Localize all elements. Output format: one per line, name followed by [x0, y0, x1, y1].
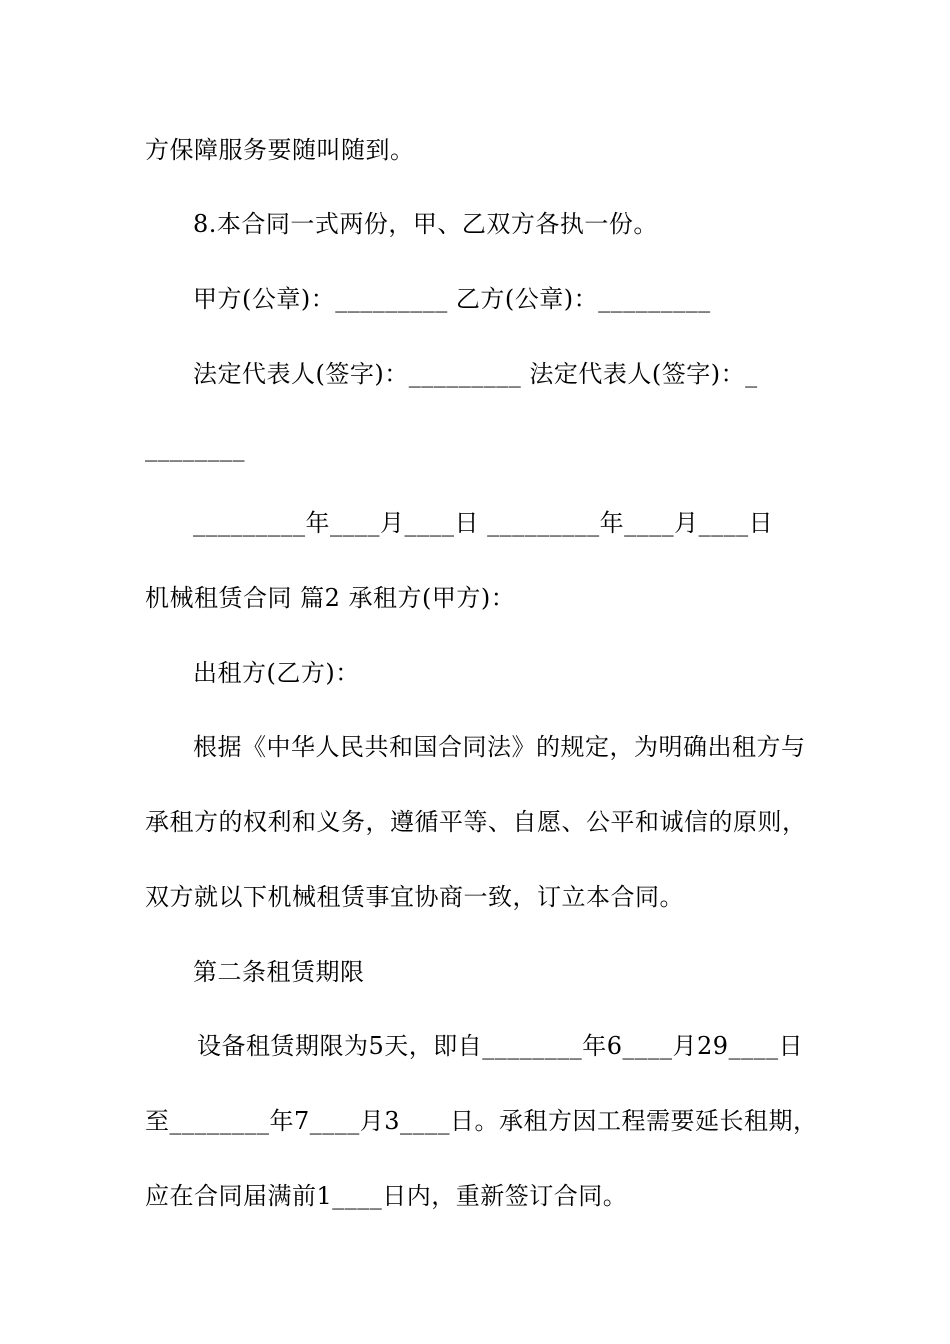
signature-line-representative: 法定代表人(签字)：_________ 法定代表人(签字)：_ [193, 360, 758, 388]
section-heading: 机械租赁合同 篇2 承租方(甲方)： [145, 584, 516, 612]
paragraph-line: 8.本合同一式两份，甲、乙双方各执一份。 [193, 210, 658, 238]
date-line: _________年____月____日 _________年____月____日 [193, 509, 774, 537]
paragraph-line: 双方就以下机械租赁事宜协商一致，订立本合同。 [145, 883, 684, 911]
paragraph-line: 至________年7____月3____日。承租方因工程需要延长租期， [145, 1107, 818, 1135]
paragraph-line: 应在合同届满前1____日内，重新签订合同。 [145, 1182, 628, 1210]
paragraph-line: 承租方的权利和义务，遵循平等、自愿、公平和诚信的原则， [145, 808, 807, 836]
paragraph-line: 设备租赁期限为5天，即自________年6____月29____日 [197, 1032, 804, 1060]
signature-line-continuation: ________ [145, 434, 245, 462]
paragraph-line: 出租方(乙方)： [193, 659, 360, 687]
paragraph-line: 方保障服务要随叫随到。 [145, 136, 415, 164]
article-heading: 第二条租赁期限 [193, 958, 365, 986]
signature-line-seal: 甲方(公章)：_________ 乙方(公章)：_________ [193, 285, 711, 313]
paragraph-line: 根据《中华人民共和国合同法》的规定，为明确出租方与 [193, 733, 806, 761]
